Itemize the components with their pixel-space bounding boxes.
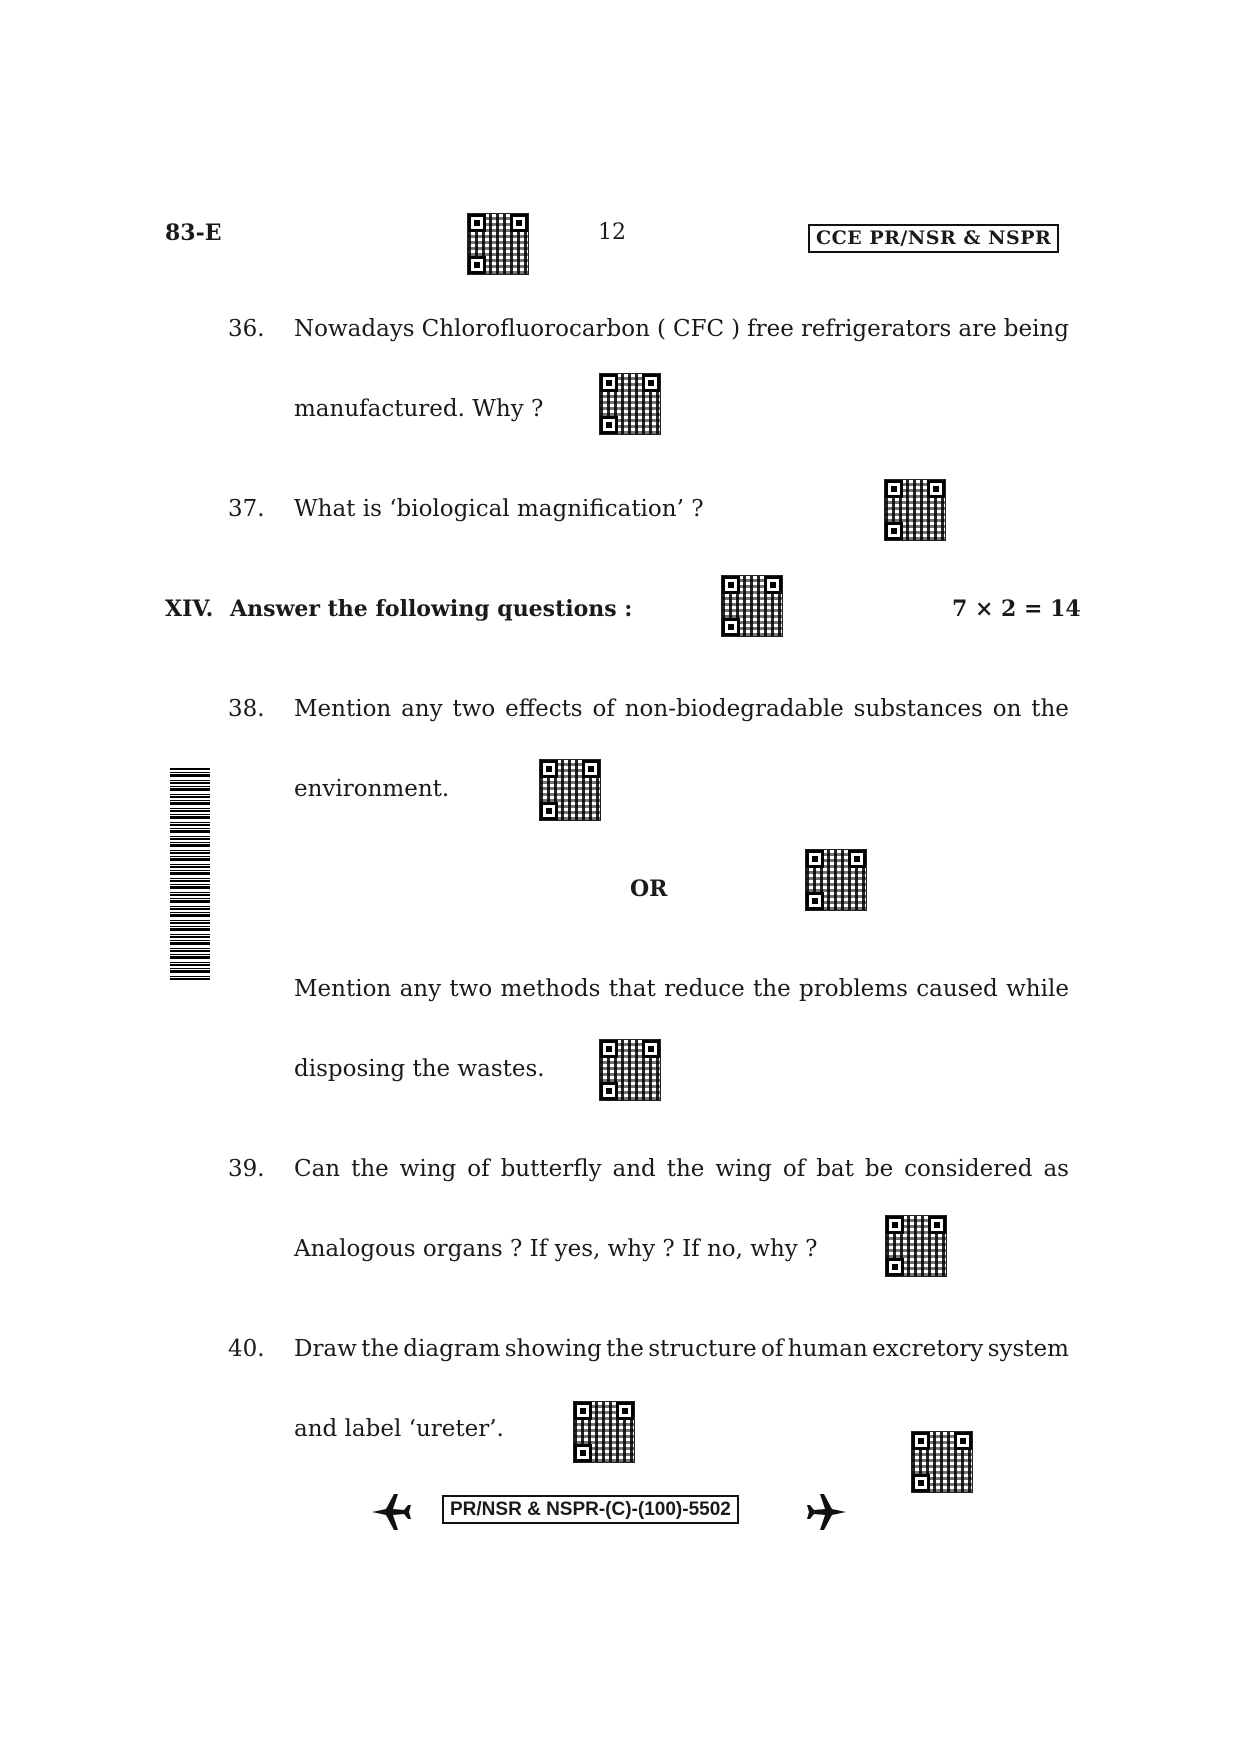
word: are — [958, 316, 997, 342]
word: Mention — [294, 696, 392, 722]
question-40-line2: and label ‘ureter’. — [294, 1416, 504, 1442]
question-36-line1 — [294, 318, 1069, 341]
word: the — [666, 1156, 705, 1182]
word: refrigerators — [800, 316, 952, 342]
word: Draw — [294, 1336, 357, 1362]
section-marks: 7 × 2 = 14 — [952, 596, 1081, 622]
qr-code-icon — [540, 760, 600, 820]
word: the — [606, 1336, 644, 1362]
word: the — [351, 1156, 389, 1182]
word: any — [399, 976, 442, 1002]
qr-code-icon — [600, 374, 660, 434]
question-38-line2: environment. — [294, 776, 450, 802]
question-38-alt-line2: disposing the wastes. — [294, 1056, 545, 1082]
question-39-line2: Analogous organs ? If yes, why ? If no, why ? — [294, 1236, 818, 1262]
qr-code-icon — [912, 1432, 972, 1492]
word: while — [1006, 976, 1069, 1002]
word: as — [1043, 1156, 1069, 1182]
word: two — [449, 976, 493, 1002]
question-39-number: 39. — [228, 1156, 265, 1182]
word: methods — [500, 976, 601, 1002]
word: effects — [505, 696, 583, 722]
word: being — [1003, 316, 1069, 342]
word: wing — [715, 1156, 772, 1182]
word: bat — [816, 1156, 854, 1182]
question-37-number: 37. — [228, 496, 265, 522]
word: the — [361, 1336, 399, 1362]
word: that — [608, 976, 656, 1002]
word: free — [747, 316, 794, 342]
word: any — [401, 696, 443, 722]
word: Can — [294, 1156, 341, 1182]
word: Mention — [294, 976, 392, 1002]
word: of — [467, 1156, 490, 1182]
word: human — [787, 1336, 868, 1362]
word: of — [592, 696, 615, 722]
word: Nowadays — [294, 316, 415, 342]
question-40-line1 — [294, 1338, 1069, 1361]
word: showing — [504, 1336, 602, 1362]
qr-code-icon — [468, 214, 528, 274]
word: butterfly — [500, 1156, 602, 1182]
word: ) — [731, 316, 741, 342]
word: two — [452, 696, 496, 722]
word: the — [1031, 696, 1069, 722]
word: of — [761, 1336, 784, 1362]
question-36-number: 36. — [228, 316, 265, 342]
airplane-icon — [370, 1490, 414, 1534]
word: non-biodegradable — [624, 696, 844, 722]
question-39-line1 — [294, 1158, 1069, 1181]
word: reduce — [664, 976, 745, 1002]
page-number: 12 — [598, 220, 626, 245]
word: structure — [648, 1336, 757, 1362]
or-label: OR — [630, 876, 668, 902]
word: the — [753, 976, 791, 1002]
section-instruction: Answer the following questions : — [230, 596, 633, 622]
airplane-icon — [804, 1490, 848, 1534]
qr-code-icon — [574, 1402, 634, 1462]
question-38-line1 — [294, 698, 1069, 721]
exam-code-box: CCE PR/NSR & NSPR — [808, 224, 1059, 253]
word: CFC — [672, 316, 725, 342]
word: of — [782, 1156, 806, 1182]
question-40-number: 40. — [228, 1336, 265, 1362]
section-number: XIV. — [165, 596, 214, 622]
paper-code: 83-E — [165, 220, 222, 246]
word: considered — [904, 1156, 1033, 1182]
word: system — [987, 1336, 1069, 1362]
qr-code-icon — [886, 1216, 946, 1276]
qr-code-icon — [600, 1040, 660, 1100]
word: on — [992, 696, 1022, 722]
qr-code-icon — [806, 850, 866, 910]
footer-code-box: PR/NSR & NSPR-(C)-(100)-5502 — [442, 1495, 739, 1524]
word: Chlorofluorocarbon — [421, 316, 650, 342]
word: caused — [916, 976, 998, 1002]
barcode-icon — [170, 768, 210, 980]
word: be — [864, 1156, 894, 1182]
word: and — [612, 1156, 656, 1182]
question-37-text: What is ‘biological magnification’ ? — [294, 496, 704, 522]
qr-code-icon — [885, 480, 945, 540]
word: substances — [853, 696, 983, 722]
word: diagram — [403, 1336, 501, 1362]
word: excretory — [872, 1336, 984, 1362]
word: problems — [799, 976, 908, 1002]
word: wing — [399, 1156, 457, 1182]
question-38-alt-line1 — [294, 978, 1069, 1001]
qr-code-icon — [722, 576, 782, 636]
question-36-line2: manufactured. Why ? — [294, 396, 544, 422]
word: ( — [656, 316, 666, 342]
question-38-number: 38. — [228, 696, 265, 722]
